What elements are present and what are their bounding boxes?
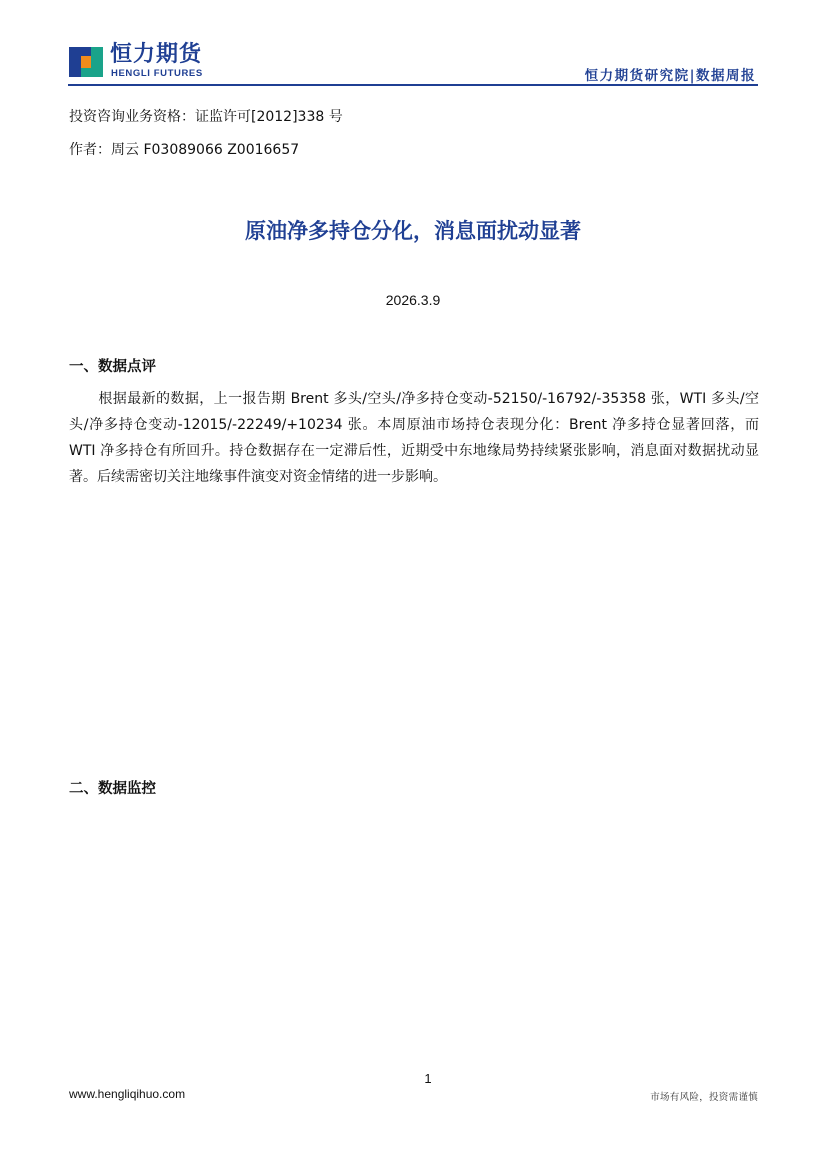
commentary-paragraph: 根据最新的数据，上一报告期 Brent 多头/空头/净多持仓变动-52150/-16792/-35358 张，WTI 多头/空头/净多持仓变动-12015/-22249/+10234 张。本周原油市场持仓表现分化：Brent 净多持仓显著回落，而 WTI 净多持仓有所回升。持仓数据存在一定滞后性，近期受中东地缘局势持续紧张影响，消息面对数据扰动显著。后续需密切关注地缘事件演变对资金情绪的进一步影响。: [69, 391, 759, 485]
page-number: 1: [424, 1071, 432, 1086]
author-line: 作者：周云 F03089066 Z0016657: [69, 142, 300, 158]
company-name-cn: 恒力期货: [110, 42, 203, 67]
company-logo-icon: [69, 47, 103, 77]
company-name-en: HENGLI FUTURES: [111, 68, 203, 79]
report-date: 2026.3.9: [385, 292, 441, 308]
section-heading-monitoring: 二、数据监控: [69, 781, 156, 797]
section-heading-commentary: 一、数据点评: [69, 359, 156, 375]
report-title: 原油净多持仓分化，消息面扰动显著: [245, 219, 581, 243]
qualification-line: 投资咨询业务资格：证监许可[2012]338 号: [69, 109, 343, 125]
report-series-label: 恒力期货研究院|数据周报: [584, 68, 756, 84]
website-link[interactable]: www.hengliqihuo.com: [69, 1087, 186, 1101]
risk-notice: 市场有风险，投资需谨慎: [650, 1092, 758, 1103]
header-divider: [68, 84, 758, 86]
